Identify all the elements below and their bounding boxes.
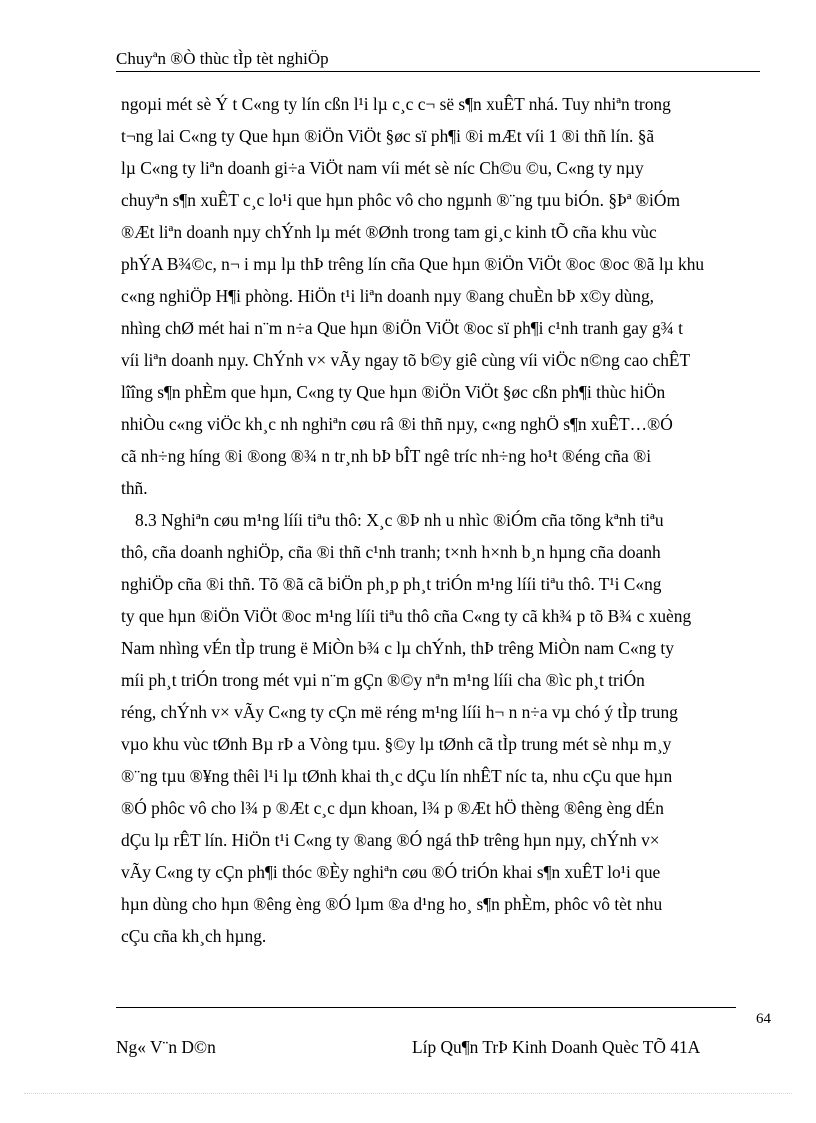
text-line: vÃy C«ng ty cÇn ph¶i thóc ®Èy nghiªn cøu ®Ó triÓn khai s¶n xuÊT lo¹i que (121, 862, 661, 882)
footer-class: Líp Qu¶n TrÞ Kinh Doanh Quèc TÕ 41A (412, 1037, 701, 1057)
header-divider (116, 71, 760, 72)
text-line: ngoµi mét sè Ý t C«ng ty lín cßn l¹i lµ c¸c c¬ së s¶n xuÊT nhá. Tuy nhiªn trong (121, 94, 671, 114)
text-line: ®Ó phôc vô cho l¾ p ®Æt c¸c dµn khoan, l¾ p ®Æt hÖ thèng ®êng èng dÉn (121, 798, 664, 818)
text-line: cÇu cña kh¸ch hµng. (121, 926, 267, 946)
text-line: c«ng nghiÖp H¶i phòng. HiÖn t¹i liªn doanh nµy ®ang chuÈn bÞ x©y dùng, (121, 286, 655, 306)
text-line: chuyªn s¶n xuÊT c¸c lo¹i que hµn phôc vô cho ngµnh ®¨ng tµu biÓn. §Þª ®iÓm (121, 190, 680, 210)
text-line: phÝA B¾©c, n¬ i mµ lµ thÞ trêng lín cña Que hµn ®iÖn ViÖt ®oc ®oc ®ã lµ khu (121, 254, 705, 274)
text-line: ®Æt liªn doanh nµy chÝnh lµ mét ®Ønh trong tam gi¸c kinh tÕ cña khu vùc (121, 222, 657, 242)
text-line: nhìng chØ mét hai n¨m n÷a Que hµn ®iÖn ViÖt ®oc sï ph¶i c¹nh tranh gay g¾ t (121, 318, 683, 338)
text-line: cã nh÷ng híng ®i ®ong ®¾ n tr¸nh bÞ bÎT ngê tríc nh÷ng ho¹t ®éng cña ®i (121, 446, 652, 466)
footer-author: Ng« V¨n D©n (116, 1037, 216, 1057)
footer-divider (116, 1007, 736, 1008)
body-text (121, 88, 753, 952)
text-line: nghiÖp cña ®i thñ. Tõ ®ã cã biÖn ph¸p ph¸t triÓn m¹ng lííi tiªu thô. T¹i C«ng (121, 574, 662, 594)
text-line: réng, chÝnh v× vÃy C«ng ty cÇn më réng m¹ng lííi h¬ n n÷a vµ chó ý tÌp trung (121, 702, 678, 722)
text-line: Nam nhìng vÉn tÌp trung ë MiÒn b¾ c lµ chÝnh, thÞ trêng MiÒn nam C«ng ty (121, 638, 674, 658)
text-line: ®¨ng tµu ®¥ng thêi l¹i lµ tØnh khai th¸c dÇu lín nhÊT níc ta, nhu cÇu que hµn (121, 766, 673, 786)
text-line: lµ C«ng ty liªn doanh gi÷a ViÖt nam víi mét sè níc Ch©u ©u, C«ng ty nµy (121, 158, 644, 178)
text-line: nhiÒu c«ng viÖc kh¸c nh nghiªn cøu râ ®i thñ nµy, c«ng nghÖ s¶n xuÊT…®Ó (121, 414, 673, 434)
text-line: hµn dùng cho hµn ®êng èng ®Ó lµm ®a d¹ng ho¸ s¶n phÈm, phôc vô tèt nhu (121, 894, 663, 914)
text-line: víi liªn doanh nµy. ChÝnh v× vÃy ngay tõ b©y giê cùng víi viÖc n©ng cao chÊT (121, 350, 691, 370)
text-line: ty que hµn ®iÖn ViÖt ®oc m¹ng lííi tiªu thô cña C«ng ty cã kh¾ p tõ B¾ c xuèng (121, 606, 692, 626)
text-line: t¬ng lai C«ng ty Que hµn ®iÖn ViÖt §øc sï ph¶i ®i mÆt víi 1 ®i thñ lín. §ã (121, 126, 655, 146)
text-line: dÇu lµ rÊT lín. HiÖn t¹i C«ng ty ®ang ®Ó ngá thÞ trêng hµn nµy, chÝnh v× (121, 830, 660, 850)
text-line: thñ. (121, 478, 148, 498)
page-bottom-dotted-line (24, 1093, 792, 1094)
text-line: 8.3 Nghiªn cøu m¹ng lííi tiªu thô: X¸c ®Þ nh u nhìc ®iÓm cña tõng kªnh tiªu (135, 510, 664, 530)
text-line: míi ph¸t triÓn trong mét vµi n¨m gÇn ®©y nªn m¹ng lííi cha ®ìc ph¸t triÓn (121, 670, 645, 690)
text-line: lîîng s¶n phÈm que hµn, C«ng ty Que hµn ®iÖn ViÖt §øc cßn ph¶i thùc hiÖn (121, 382, 666, 402)
header-title: Chuyªn ®Ò thùc tÌp tèt nghiÖp (116, 49, 329, 68)
text-line: thô, cña doanh nghiÖp, cña ®i thñ c¹nh tranh; t×nh h×nh b¸n hµng cña doanh (121, 542, 661, 562)
text-line: vµo khu vùc tØnh Bµ rÞ a Vòng tµu. §©y lµ tØnh cã tÌp trung mét sè nhµ m¸y (121, 734, 672, 754)
page-number: 64 (756, 1011, 771, 1027)
